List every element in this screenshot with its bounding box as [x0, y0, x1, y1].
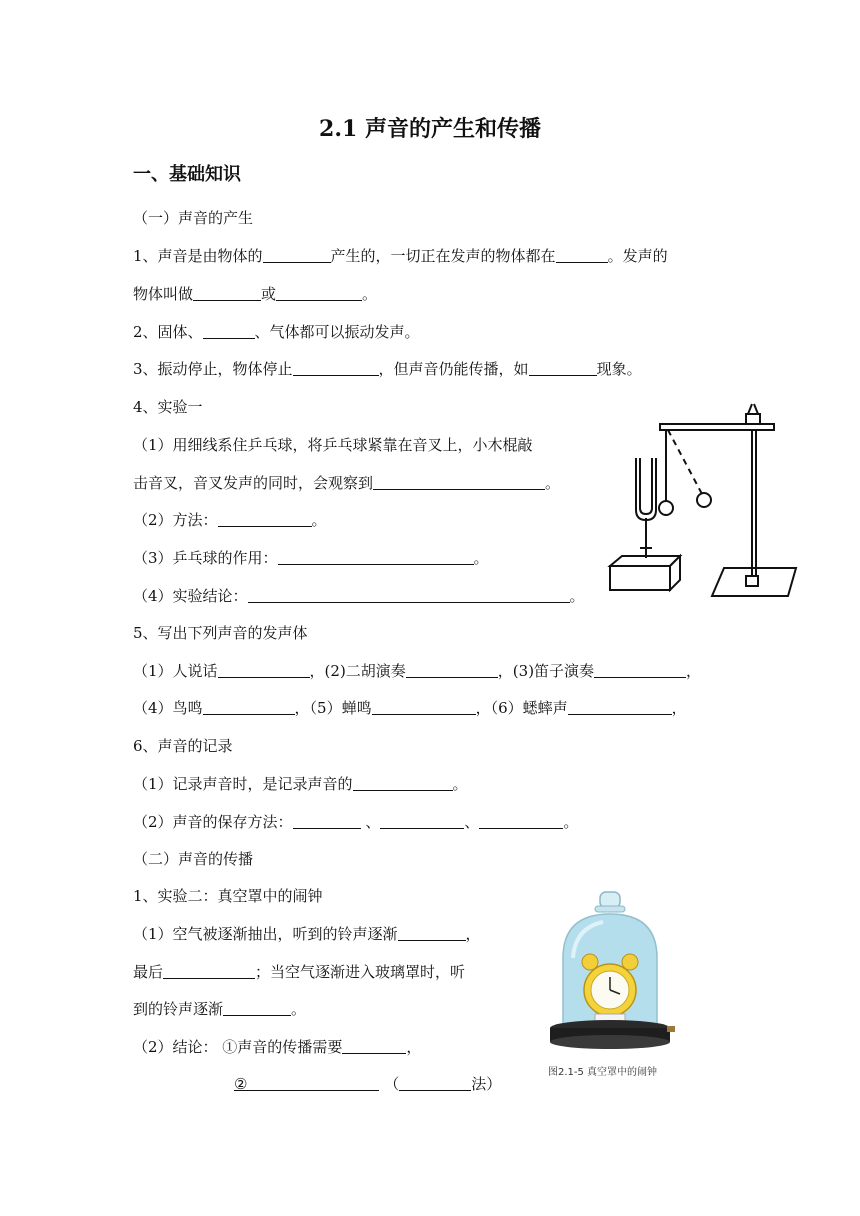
- text: 物体叫做: [133, 285, 194, 303]
- text: ，（5）蝉鸣: [294, 699, 372, 717]
- text: 、: [360, 813, 381, 831]
- figure-caption: 图2.1-5 真空罩中的闹钟: [548, 1067, 658, 1078]
- propagation-question-1-1-line-2: [133, 962, 465, 982]
- subsection-heading: （二）声音的传播: [133, 850, 254, 868]
- answer-blank[interactable]: [380, 813, 464, 829]
- text: 、: [464, 813, 480, 831]
- text: ，: [671, 699, 687, 717]
- text: 。: [563, 813, 579, 831]
- answer-blank[interactable]: [568, 699, 672, 715]
- text: （2）结论： ①声音的传播需要: [133, 1038, 343, 1056]
- answer-blank[interactable]: [293, 813, 361, 829]
- question-6-1: [133, 774, 468, 794]
- answer-blank[interactable]: [353, 775, 453, 791]
- subsection-heading: （一）声音的产生: [133, 209, 254, 227]
- text: （1）空气被逐渐抽出，听到的铃声逐渐: [133, 925, 398, 943]
- answer-blank[interactable]: [556, 247, 608, 263]
- question-3: [133, 359, 642, 379]
- text: ②: [234, 1075, 248, 1093]
- text: ，: [686, 662, 702, 680]
- text: （3）乒乓球的作用：: [133, 549, 278, 567]
- section-heading: 一、基础知识: [133, 164, 241, 185]
- text: ，但声音仍能传播，如: [378, 360, 529, 378]
- answer-blank[interactable]: [373, 474, 545, 490]
- question-4-3: [133, 548, 489, 568]
- text: （: [379, 1075, 400, 1093]
- answer-blank[interactable]: [203, 323, 255, 339]
- answer-blank[interactable]: [276, 285, 362, 301]
- answer-blank[interactable]: [479, 813, 563, 829]
- text: 。: [311, 511, 327, 529]
- answer-blank[interactable]: [163, 963, 255, 979]
- answer-blank[interactable]: [406, 662, 498, 678]
- answer-blank[interactable]: [223, 1000, 291, 1016]
- answer-blank[interactable]: [399, 1075, 471, 1091]
- text: 。: [452, 775, 468, 793]
- answer-blank[interactable]: [529, 360, 597, 376]
- text: （2）声音的保存方法：: [133, 813, 293, 831]
- answer-blank[interactable]: [293, 360, 379, 376]
- text: （4）实验结论：: [133, 587, 248, 605]
- propagation-question-1-3: [234, 1074, 501, 1094]
- propagation-question-1-1-line-3: [133, 999, 306, 1019]
- text: 。: [473, 549, 489, 567]
- text: 。: [291, 1000, 307, 1018]
- text: 。: [569, 587, 585, 605]
- question-1-line-1: [133, 246, 668, 266]
- answer-blank[interactable]: [278, 549, 474, 565]
- text: 击音叉，音叉发声的同时，会观察到: [133, 474, 374, 492]
- question-4-4: [133, 586, 585, 606]
- question-4-2: [133, 510, 327, 530]
- propagation-question-1-1-line-1: [133, 924, 481, 944]
- text: （4）鸟鸣: [133, 699, 203, 717]
- question-6: 6、声音的记录: [133, 737, 233, 755]
- question-2: [133, 322, 420, 342]
- question-4-1-line-1: （1）用细线系住乒乓球，将乒乓球紧靠在音叉上，小木棍敲: [133, 436, 533, 454]
- text: ，（6）蟋蟀声: [475, 699, 568, 717]
- question-4-1-line-2: [133, 473, 560, 493]
- text: 3、振动停止，物体停止: [133, 360, 293, 378]
- answer-blank[interactable]: [218, 662, 310, 678]
- answer-blank[interactable]: [372, 699, 476, 715]
- text: ，(2)二胡演奏: [309, 662, 406, 680]
- text: 。: [362, 285, 378, 303]
- answer-blank[interactable]: [398, 925, 466, 941]
- answer-blank[interactable]: [263, 247, 331, 263]
- text: ，: [406, 1038, 422, 1056]
- answer-blank[interactable]: [342, 1038, 406, 1054]
- text: 或: [261, 285, 277, 303]
- question-5: 5、写出下列声音的发声体: [133, 624, 308, 642]
- answer-blank[interactable]: [203, 699, 295, 715]
- answer-blank[interactable]: [193, 285, 261, 301]
- question-5-row-2: [133, 698, 687, 718]
- text: 、气体都可以振动发声。: [254, 323, 420, 341]
- text: 最后: [133, 963, 164, 981]
- text: ，(3)笛子演奏: [497, 662, 595, 680]
- text: ；当空气逐渐进入玻璃罩时，听: [255, 963, 466, 981]
- text: 法）: [471, 1075, 502, 1093]
- answer-blank[interactable]: [248, 587, 570, 603]
- text: 现象。: [596, 360, 642, 378]
- question-6-2: [133, 812, 578, 832]
- text: （1）记录声音时，是记录声音的: [133, 775, 353, 793]
- propagation-question-1: 1、实验二：真空罩中的闹钟: [133, 887, 323, 905]
- bell-jar-figure: [545, 888, 675, 1058]
- question-4: 4、实验一: [133, 398, 203, 416]
- text: （1）人说话: [133, 662, 218, 680]
- text: 1、声音是由物体的: [133, 247, 263, 265]
- text: ，: [465, 925, 481, 943]
- answer-blank[interactable]: [218, 511, 312, 527]
- answer-blank[interactable]: [247, 1075, 379, 1091]
- propagation-question-1-2: [133, 1037, 421, 1057]
- tuning-fork-figure: [602, 398, 802, 603]
- text: 到的铃声逐渐: [133, 1000, 224, 1018]
- text: 2、固体、: [133, 323, 203, 341]
- text: 产生的，一切正在发声的物体都在: [330, 247, 556, 265]
- text: 。: [545, 474, 561, 492]
- text: （2）方法：: [133, 511, 218, 529]
- text: 。发声的: [607, 247, 668, 265]
- answer-blank[interactable]: [594, 662, 686, 678]
- question-1-line-2: [133, 284, 377, 304]
- page-title: 2.1 声音的产生和传播: [319, 116, 541, 142]
- question-5-row-1: [133, 661, 701, 681]
